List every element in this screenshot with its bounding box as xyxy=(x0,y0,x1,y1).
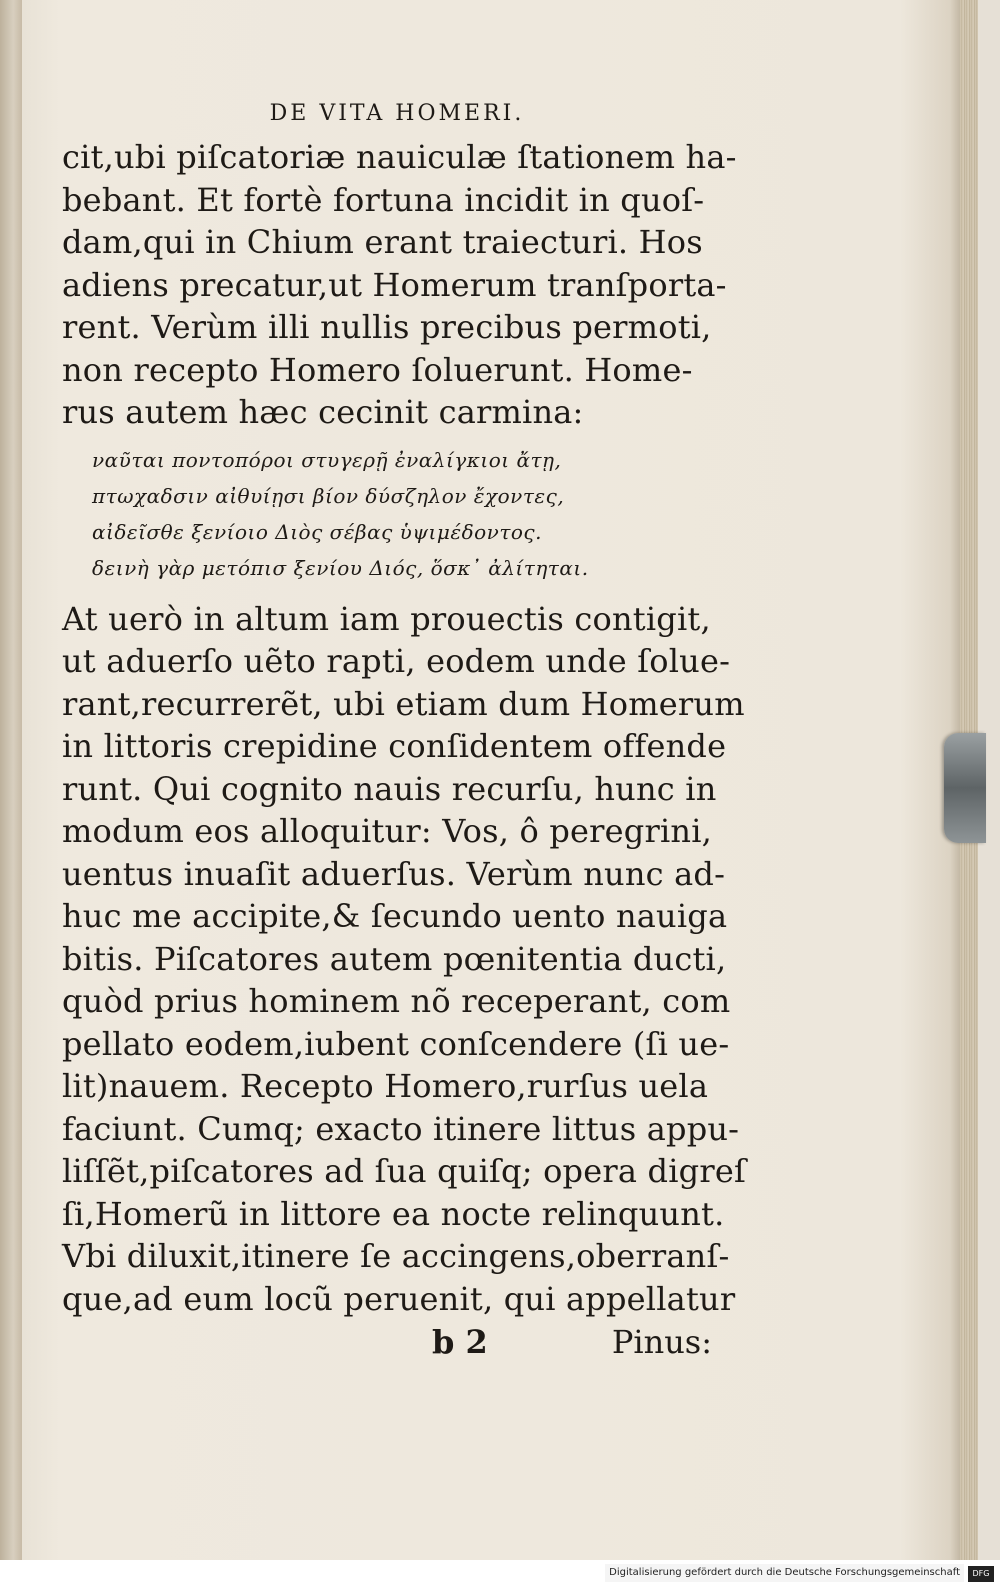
text-line: quòd prius hominem nõ receperant, com xyxy=(62,982,731,1020)
text-line: rent. Verùm illi nullis precibus permoti, xyxy=(62,308,712,346)
page-text xyxy=(62,96,747,1364)
text-line: At uerò in altum iam prouectis contigit, xyxy=(62,599,711,638)
greek-verse: ναῦται ποντοπόροι στυγερῇ ἐναλίγκιοι ἄτῃ, xyxy=(92,447,562,472)
text-line: bebant. Et fortè fortuna incidit in quoſ- xyxy=(62,180,705,219)
text-line: rant,recurrerẽt, ubi etiam dum Homerum xyxy=(62,684,745,723)
text-line: lit)nauem. Recepto Homero,rurſus uela xyxy=(62,1067,709,1105)
text-line: ut aduerſo uẽto rapti, eodem unde ſolue- xyxy=(62,642,731,680)
text-line: ſi,Homerũ in littore ea nocte relinquunt. xyxy=(62,1194,725,1233)
text-line: Vbi diluxit,itinere ſe accingens,oberranſ- xyxy=(62,1237,730,1275)
text-line: cit,ubi piſcatoriæ nauiculæ ſtationem ha- xyxy=(62,138,737,176)
text-line: non recepto Homero ſoluerunt. Home- xyxy=(62,350,693,389)
greek-verse: πτωχαδσιν αἰθυίῃσι βίον δύσζηλον ἔχοντες, xyxy=(92,483,565,508)
text-line: liſſẽt,piſcatores ad ſua quiſq; opera digreſ xyxy=(62,1152,747,1190)
text-line: que,ad eum locũ peruenit, qui appellatur xyxy=(62,1279,736,1318)
dfg-logo: DFG xyxy=(968,1566,994,1582)
text-line: dam,qui in Chium erant traiecturi. Hos xyxy=(62,223,703,261)
paragraph-1 xyxy=(62,136,737,434)
text-line: uentus inuaſit aduerſus. Verùm nunc ad- xyxy=(62,854,726,893)
left-page-edge xyxy=(0,0,22,1560)
running-head: DE VITA HOMERI. xyxy=(269,101,525,126)
book-clip xyxy=(944,733,986,843)
signature-mark: b 2 xyxy=(432,1323,488,1361)
text-line: bitis. Piſcatores autem pœnitentia ducti, xyxy=(62,939,727,978)
greek-verse: δεινὴ γὰρ μετόπισ ξενίου Διός, ὅσκ᾽ ἀλίτηται. xyxy=(92,555,589,580)
page-footer-line xyxy=(62,1320,732,1364)
greek-verse: αἰδεῖσθε ξενίοιο Διὸς σέβας ὑψιμέδοντος. xyxy=(92,519,542,544)
text-line: pellato eodem,iubent conſcendere (ſi ue- xyxy=(62,1024,730,1063)
paragraph-2 xyxy=(62,598,747,1321)
digitization-credit: Digitalisierung gefördert durch die Deutsche Forschungsgemeinschaft xyxy=(605,1564,964,1582)
text-line: modum eos alloquitur: Vos, ô peregrini, xyxy=(62,812,713,850)
greek-verses xyxy=(62,442,732,586)
text-line: faciunt. Cumq; exacto itinere littus appu- xyxy=(62,1109,740,1148)
text-line: huc me accipite,& ſecundo uento nauiga xyxy=(62,897,728,935)
text-line: rus autem hæc cecinit carmina: xyxy=(62,393,584,431)
catchword: Pinus: xyxy=(611,1323,712,1361)
text-line: in littoris crepidine conſidentem offende xyxy=(62,727,727,765)
text-line: adiens precatur,ut Homerum tranſporta- xyxy=(62,265,727,304)
text-line: runt. Qui cognito nauis recurſu, hunc in xyxy=(62,769,717,808)
